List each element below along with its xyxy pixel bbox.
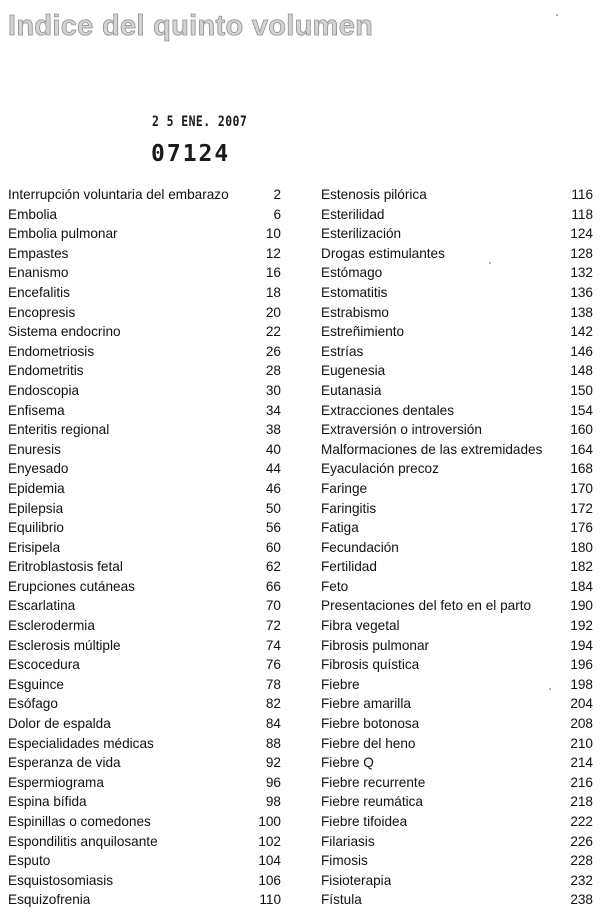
index-page-number: 78 xyxy=(265,676,281,692)
index-column-left xyxy=(8,185,281,910)
index-term: Estómago xyxy=(321,265,383,281)
index-page-number: 110 xyxy=(259,892,281,908)
index-term: Erisipela xyxy=(8,539,61,555)
index-entry xyxy=(321,734,593,754)
index-entry xyxy=(321,303,593,323)
index-page-number: 204 xyxy=(570,696,593,712)
index-entry xyxy=(8,557,281,577)
index-entry xyxy=(8,518,281,538)
index-entry xyxy=(321,283,593,303)
index-page-number: 12 xyxy=(265,245,281,261)
index-entry xyxy=(8,244,281,264)
stamp-number: 07124 xyxy=(151,141,231,167)
index-page-number: 160 xyxy=(570,422,593,438)
index-entry xyxy=(321,479,593,499)
index-term: Interrupción voluntaria del embarazo xyxy=(8,187,229,202)
index-entry xyxy=(321,459,593,479)
index-entry xyxy=(8,440,281,460)
index-term: Esterilidad xyxy=(321,206,385,222)
index-term: Fiebre amarilla xyxy=(321,696,411,712)
index-term: Estomatitis xyxy=(321,284,388,300)
index-term: Eutanasia xyxy=(321,382,382,398)
index-term: Fibrosis pulmonar xyxy=(321,637,430,653)
index-page-number: 238 xyxy=(570,892,593,908)
index-page-number: 6 xyxy=(273,206,281,222)
index-page-number: 170 xyxy=(570,480,593,496)
index-entry xyxy=(321,381,593,401)
index-term: Espermiograma xyxy=(8,774,104,790)
index-page-number: 168 xyxy=(570,461,593,477)
scan-speck xyxy=(489,262,491,264)
index-term: Faringe xyxy=(321,480,368,496)
index-term: Fístula xyxy=(321,892,362,908)
index-term: Feto xyxy=(321,578,349,594)
index-term: Esputo xyxy=(8,853,51,869)
index-page-number: 228 xyxy=(570,853,593,869)
page-title: Indice del quinto volumen xyxy=(8,10,374,42)
index-term: Drogas estimulantes xyxy=(321,245,445,261)
index-term: Fiebre del heno xyxy=(321,735,416,751)
index-page-number: 210 xyxy=(570,735,593,751)
index-term: Fiebre reumática xyxy=(321,794,423,810)
index-term: Embolia pulmonar xyxy=(8,226,118,242)
index-entry xyxy=(321,714,593,734)
index-term: Fiebre Q xyxy=(321,755,374,771)
index-page-number: 60 xyxy=(265,539,281,555)
index-entry xyxy=(8,792,281,812)
index-entry xyxy=(321,675,593,695)
index-page-number: 176 xyxy=(570,520,593,536)
index-page-number: 196 xyxy=(570,657,593,673)
index-term: Empastes xyxy=(8,245,69,261)
index-page-number: 150 xyxy=(570,382,593,398)
index-term: Espinillas o comedones xyxy=(8,814,151,829)
index-entry xyxy=(321,263,593,283)
index-term: Escocedura xyxy=(8,657,80,673)
index-page-number: 124 xyxy=(570,226,593,242)
index-term: Fibra vegetal xyxy=(321,618,400,634)
index-entry xyxy=(8,734,281,754)
index-page-number: 100 xyxy=(258,814,281,829)
index-term: Estrías xyxy=(321,343,364,359)
index-term: Extracciones dentales xyxy=(321,402,454,418)
index-page-number: 82 xyxy=(265,696,281,712)
index-term: Embolia xyxy=(8,206,58,222)
index-entry xyxy=(8,812,281,832)
index-term: Encefalitis xyxy=(8,284,70,300)
index-entry xyxy=(321,420,593,440)
index-page-number: 182 xyxy=(570,559,593,575)
index-page-number: 62 xyxy=(265,559,281,575)
index-entry xyxy=(321,792,593,812)
index-term: Dolor de espalda xyxy=(8,716,111,732)
index-page-number: 26 xyxy=(265,343,281,359)
index-page-number: 10 xyxy=(265,226,281,242)
index-term: Sistema endocrino xyxy=(8,324,121,340)
index-page-number: 50 xyxy=(265,500,281,516)
index-term: Filariasis xyxy=(321,833,375,849)
index-entry xyxy=(321,205,593,225)
index-entry xyxy=(8,479,281,499)
index-term: Especialidades médicas xyxy=(8,735,154,751)
index-term: Endometritis xyxy=(8,363,84,379)
index-term: Endometriosis xyxy=(8,343,95,359)
index-page-number: 92 xyxy=(265,755,281,771)
index-page-number: 56 xyxy=(265,520,281,536)
index-page-number: 102 xyxy=(258,833,281,849)
index-entry xyxy=(321,871,593,891)
index-entry xyxy=(8,361,281,381)
index-term: Fiebre tifoidea xyxy=(321,814,408,829)
index-term: Fecundación xyxy=(321,539,399,555)
index-entry xyxy=(321,577,593,597)
index-page-number: 128 xyxy=(570,245,593,261)
index-page-number: 118 xyxy=(571,206,593,222)
index-term: Epilepsia xyxy=(8,500,64,516)
index-entry xyxy=(321,596,593,616)
index-term: Fibrosis quística xyxy=(321,657,420,673)
scan-speck xyxy=(549,688,551,690)
index-term: Enanismo xyxy=(8,265,69,281)
index-page-number: 138 xyxy=(570,304,593,320)
index-entry xyxy=(321,185,593,205)
index-term: Fiebre recurrente xyxy=(321,774,426,790)
index-term: Esperanza de vida xyxy=(8,755,121,771)
index-term: Malformaciones de las extremidades xyxy=(321,441,543,457)
index-term: Esófago xyxy=(8,696,58,712)
index-page-number: 38 xyxy=(265,422,281,438)
index-term: Espondilitis anquilosante xyxy=(8,833,158,849)
index-page-number: 164 xyxy=(570,441,593,457)
index-term: Esclerosis múltiple xyxy=(8,637,121,653)
index-entry xyxy=(321,655,593,675)
index-entry xyxy=(8,342,281,362)
index-page-number: 44 xyxy=(265,461,281,477)
index-term: Enyesado xyxy=(8,461,69,477)
index-entry xyxy=(8,851,281,871)
index-entry xyxy=(321,616,593,636)
index-term: Fiebre xyxy=(321,676,360,692)
index-entry xyxy=(321,636,593,656)
index-entry xyxy=(8,185,281,205)
index-page-number: 22 xyxy=(265,324,281,340)
index-entry xyxy=(321,851,593,871)
index-entry xyxy=(8,459,281,479)
index-term: Equilibrio xyxy=(8,520,64,536)
index-page-number: 148 xyxy=(570,363,593,379)
index-page-number: 136 xyxy=(570,284,593,300)
index-term: Encopresis xyxy=(8,304,76,320)
index-page-number: 98 xyxy=(265,794,281,810)
index-entry xyxy=(8,714,281,734)
index-page-number: 154 xyxy=(570,402,593,418)
index-page-number: 72 xyxy=(265,618,281,634)
index-term: Esquizofrenia xyxy=(8,892,91,908)
index-page-number: 218 xyxy=(570,794,593,810)
index-entry xyxy=(321,401,593,421)
index-entry xyxy=(321,694,593,714)
index-entry xyxy=(8,675,281,695)
index-page-number: 216 xyxy=(570,774,593,790)
index-term: Eyaculación precoz xyxy=(321,461,439,477)
index-term: Fisioterapia xyxy=(321,872,392,888)
index-page-number: 116 xyxy=(571,187,593,202)
index-entry xyxy=(321,499,593,519)
index-page-number: 30 xyxy=(265,382,281,398)
index-term: Esclerodermia xyxy=(8,618,95,634)
index-page-number: 190 xyxy=(570,598,593,614)
index-entry xyxy=(8,401,281,421)
index-page-number: 172 xyxy=(570,500,593,516)
index-page-number: 2 xyxy=(273,187,281,202)
index-entry xyxy=(8,420,281,440)
index-entry xyxy=(321,361,593,381)
index-entry xyxy=(8,224,281,244)
index-entry xyxy=(8,263,281,283)
index-entry xyxy=(8,616,281,636)
index-entry xyxy=(8,753,281,773)
index-entry xyxy=(321,224,593,244)
index-term: Erupciones cutáneas xyxy=(8,578,135,594)
index-page-number: 88 xyxy=(265,735,281,751)
index-entry xyxy=(8,381,281,401)
index-term: Presentaciones del feto en el parto xyxy=(321,598,532,614)
index-entry xyxy=(8,832,281,852)
index-page-number: 146 xyxy=(570,343,593,359)
index-entry xyxy=(321,832,593,852)
index-entry xyxy=(321,244,593,264)
index-entry xyxy=(321,342,593,362)
index-page-number: 194 xyxy=(570,637,593,653)
index-term: Esguince xyxy=(8,676,64,692)
index-page-number: 46 xyxy=(265,480,281,496)
index-entry xyxy=(321,890,593,910)
stamp-date: 2 5 ENE. 2007 xyxy=(152,114,248,130)
index-page-number: 84 xyxy=(265,716,281,732)
index-term: Enuresis xyxy=(8,441,61,457)
index-term: Eugenesia xyxy=(321,363,386,379)
index-page-number: 226 xyxy=(570,833,593,849)
index-page-number: 214 xyxy=(570,755,593,771)
index-page-number: 70 xyxy=(265,598,281,614)
index-page-number: 20 xyxy=(265,304,281,320)
index-entry xyxy=(8,303,281,323)
index-term: Espina bífida xyxy=(8,794,87,810)
index-term: Estrabismo xyxy=(321,304,389,320)
index-page-number: 106 xyxy=(258,872,281,888)
index-page-number: 34 xyxy=(265,402,281,418)
index-term: Esterilización xyxy=(321,226,402,242)
index-column-right xyxy=(321,185,593,910)
index-entry xyxy=(8,871,281,891)
index-term: Estenosis pilórica xyxy=(321,187,427,202)
index-page-number: 66 xyxy=(265,578,281,594)
index-term: Endoscopia xyxy=(8,382,80,398)
index-entry xyxy=(8,538,281,558)
index-page-number: 28 xyxy=(265,363,281,379)
index-term: Esquistosomiasis xyxy=(8,872,114,888)
index-page-number: 40 xyxy=(265,441,281,457)
index-entry xyxy=(321,322,593,342)
index-term: Fertilidad xyxy=(321,559,377,575)
index-entry xyxy=(321,812,593,832)
index-entry xyxy=(8,577,281,597)
index-page-number: 192 xyxy=(570,618,593,634)
index-entry xyxy=(321,518,593,538)
index-entry xyxy=(8,499,281,519)
index-entry xyxy=(8,322,281,342)
index-term: Faringitis xyxy=(321,500,377,516)
index-entry xyxy=(8,283,281,303)
index-term: Eritroblastosis fetal xyxy=(8,559,123,575)
index-term: Extraversión o introversión xyxy=(321,422,482,438)
index-entry xyxy=(8,773,281,793)
index-page-number: 184 xyxy=(570,578,593,594)
index-term: Fiebre botonosa xyxy=(321,716,420,732)
index-entry xyxy=(321,753,593,773)
index-page-number: 132 xyxy=(570,265,593,281)
index-page-number: 198 xyxy=(570,676,593,692)
index-page-number: 76 xyxy=(265,657,281,673)
index-term: Fimosis xyxy=(321,853,368,869)
index-term: Epidemia xyxy=(8,480,65,496)
index-page-number: 104 xyxy=(258,853,281,869)
index-entry xyxy=(321,773,593,793)
index-page-number: 16 xyxy=(265,265,281,281)
index-term: Fatiga xyxy=(321,520,359,536)
index-entry xyxy=(8,596,281,616)
index-entry xyxy=(8,890,281,910)
index-page-number: 18 xyxy=(265,284,281,300)
index-entry xyxy=(321,440,593,460)
index-term: Enteritis regional xyxy=(8,422,110,438)
scan-speck xyxy=(556,14,558,16)
index-term: Enfisema xyxy=(8,402,65,418)
index-entry xyxy=(8,694,281,714)
index-entry xyxy=(8,655,281,675)
index-entry xyxy=(8,636,281,656)
index-term: Estreñimiento xyxy=(321,324,405,340)
index-page-number: 208 xyxy=(570,716,593,732)
index-page-number: 232 xyxy=(570,872,593,888)
index-page-number: 96 xyxy=(265,774,281,790)
index-page-number: 180 xyxy=(570,539,593,555)
index-page-number: 74 xyxy=(265,637,281,653)
index-entry xyxy=(8,205,281,225)
index-entry xyxy=(321,557,593,577)
index-page-number: 142 xyxy=(570,324,593,340)
index-term: Escarlatina xyxy=(8,598,76,614)
index-entry xyxy=(321,538,593,558)
index-page-number: 222 xyxy=(570,814,593,829)
